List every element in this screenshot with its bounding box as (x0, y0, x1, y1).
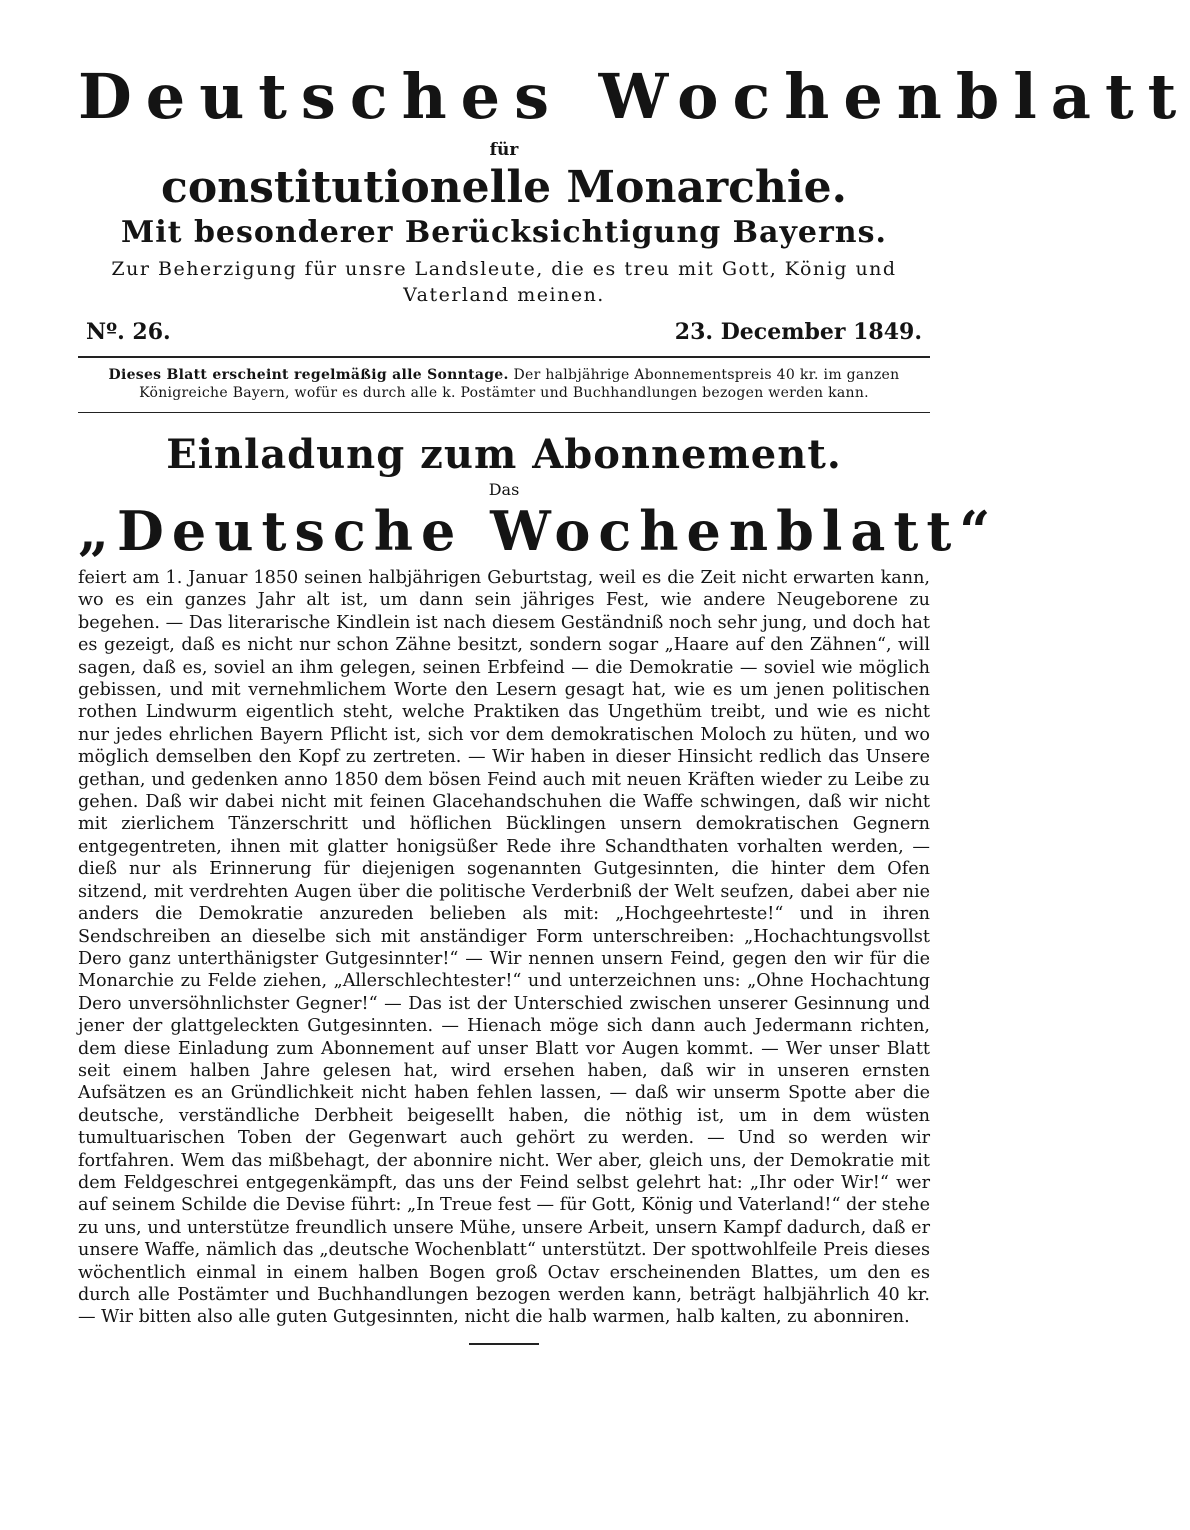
notice-divider (78, 412, 930, 413)
notice-price: Der halbjährige Abonnementspreis 40 kr. im ganzen Königreiche Bayern, wofür es durch alle k. Postämter und Buchhandlungen bezogen werden kann. (139, 367, 900, 401)
article-das: Das (488, 480, 520, 499)
end-divider (469, 1343, 539, 1345)
article-heading: Einladung zum Abonnement. (166, 431, 842, 478)
notice-publication-schedule: Dieses Blatt erscheint regelmäßig alle Sonntage. (108, 367, 509, 383)
header-divider (78, 356, 930, 358)
masthead-motto: Zur Beherzigung für unsre Landsleute, die es treu mit Gott, König und Vaterland meinen. (111, 258, 897, 306)
masthead-subtitle-bavaria: Mit besonderer Berücksichtigung Bayerns. (121, 215, 887, 250)
article-paragraph: feiert am 1. Januar 1850 seinen halbjährigen Geburtstag, weil es die Zeit nicht erwarten kann, wo es ein ganzes Jahr alt ist, um dann sein jähriges Fest, wie andere Neugeborene zu begehen. — Das literarische Kindlein ist nach diesem Geständniß noch sehr jung, und doch hat es gezeigt, daß es nicht nur schon Zähne besitzt, sondern sogar „Haare auf den Zähnen“, will sagen, daß es, soviel an ihm gelegen, seinen Erbfeind — die Demokratie — soviel wie möglich gebissen, und mit vernehmlichem Worte den Lesern gesagt hat, wie es um jenen politischen rothen Lindwurm eigentlich steht, welche Praktiken das Ungethüm treibt, und wie es nicht nur jedes ehrlichen Bayern Pflicht ist, sich vor dem demokratischen Moloch zu hüten, und wo möglich demselben den Kopf zu zertreten. — Wir haben in dieser Hinsicht redlich das Unsere gethan, und gedenken anno 1850 dem bösen Feind auch mit neuen Kräften wieder zu Leibe zu gehen. Daß wir dabei nicht mit feinen Glacehandschuhen die Waffe schwingen, daß wir nicht mit zierlichem Tänzerschritt und höflichen Bücklingen unsern demokratischen Gegnern entgegentreten, ihnen mit glatter honigsüßer Rede ihre Schandthaten vorhalten werden, — dieß nur als Erinnerung für diejenigen sogenannten Gutgesinnten, die hinter dem Ofen sitzend, mit verdrehten Augen über die politische Verderbniß der Welt seufzen, dabei aber nie anders die Demokratie anzureden belieben als mit: „Hochgeehrteste!“ und in ihren Sendschreiben an dieselbe sich mit anständiger Form unterschreiben: „Hochachtungsvollst Dero ganz unterthänigster Gutgesinnter!“ — Wir nennen unsern Feind, gegen den wir für die Monarchie zu Felde ziehen, „Allerschlechtester!“ und unterzeichnen uns: „Ohne Hochachtung Dero unversöhnlichster Gegner!“ — Das ist der Unterschied zwischen unserer Gesinnung und jener der glattgeleckten Gutgesinnten. — Hienach möge sich dann auch Jedermann richten, dem diese Einladung zum Abonnement auf unser Blatt vor Augen kommt. — Wer unser Blatt seit einem halben Jahre gelesen hat, wird ersehen haben, daß wir in unseren ernsten Aufsätzen es an Gründlichkeit nicht haben fehlen lassen, — daß wir unserm Spotte aber die deutsche, verständliche Derbheit beigesellt haben, die nöthig ist, um in dem wüsten tumultuarischen Toben der Gegenwart auch gehört zu werden. — Und so werden wir fortfahren. Wem das mißbehagt, der abonnire nicht. Wer aber, gleich uns, der Demokratie mit dem Feldgeschrei entgegenkämpft, das uns der Feind selbst gelehrt hat: „Ihr oder Wir!“ wer auf seinem Schilde die Devise führt: „In Treue fest — für Gott, König und Vaterland!“ der stehe zu uns, und unterstütze freundlich unsere Mühe, unsere Arbeit, unsern Kampf dadurch, daß er unsere Waffe, nämlich das „deutsche Wochenblatt“ unterstützt. Der spottwohlfeile Preis dieses wöchentlich einmal in einem halben Bogen groß Octav erscheinenden Blattes, um den es durch alle Postämter und Buchhandlungen bezogen werden kann, beträgt halbjährlich 40 kr. — Wir bitten also alle guten Gutgesinnten, nicht die halb warmen, halb kalten, zu abonniren. (78, 568, 930, 1328)
masthead-fuer: für (489, 140, 519, 160)
masthead-subtitle: constitutionelle Monarchie. (161, 162, 847, 213)
subscription-notice (78, 366, 930, 402)
issue-row (78, 318, 930, 346)
article-paper-title: „Deutsche Wochenblatt“ (78, 499, 999, 563)
issue-number: Nº. 26. (86, 319, 171, 345)
issue-date: 23. December 1849. (674, 319, 922, 345)
article-body (78, 567, 930, 1329)
masthead-title: Deutsches Wochenblatt (78, 60, 1190, 133)
